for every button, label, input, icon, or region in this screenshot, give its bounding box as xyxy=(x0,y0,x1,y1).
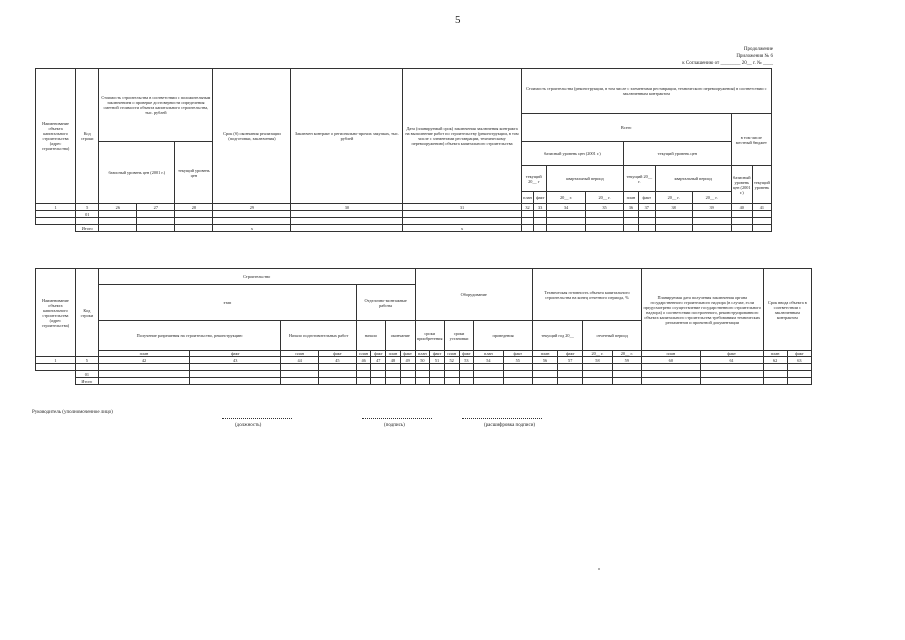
total-label: Итого xyxy=(75,378,98,385)
page-number: 5 xyxy=(455,14,461,26)
col-number: 28 xyxy=(175,204,213,211)
col-number: 38 xyxy=(655,204,692,211)
col-fact: факт xyxy=(190,351,281,357)
table-row xyxy=(36,218,772,225)
col-object-name: Наименование объекта капитального строительства (адрес строительства) xyxy=(36,269,76,357)
col-fact: факт xyxy=(319,351,357,357)
col-purchase: сроки приобретения xyxy=(415,321,444,351)
x-mark: x xyxy=(213,225,291,232)
col-fact: факт xyxy=(459,351,474,357)
col-number: 51 xyxy=(430,357,445,364)
scan-speck xyxy=(598,568,600,570)
col-install: сроки установки xyxy=(444,321,473,351)
col-base-sub: базисный уровень цен (2001 г.) xyxy=(731,166,752,204)
col-fact: факт xyxy=(400,351,415,357)
table-row xyxy=(36,364,812,371)
col-construction: Строительство xyxy=(98,269,415,285)
col-number: 30 xyxy=(291,204,403,211)
decode-line xyxy=(462,418,542,419)
total-row xyxy=(36,378,812,385)
col-number: 62 xyxy=(763,357,787,364)
row-code: 01 xyxy=(76,211,99,218)
signature-block xyxy=(32,410,552,440)
col-number: 5 xyxy=(75,357,98,364)
col-fact: факт xyxy=(534,192,547,204)
total-row xyxy=(36,225,772,232)
sign-caption: (подпись) xyxy=(384,423,405,428)
col-plan: план xyxy=(281,351,319,357)
col-number: 34 xyxy=(546,204,585,211)
col-total: Всего xyxy=(521,114,731,142)
col-fact: факт xyxy=(371,351,386,357)
col-fact: факт xyxy=(430,351,445,357)
sign-line xyxy=(362,418,432,419)
col-plan: план xyxy=(98,351,189,357)
col-current-20: текущий 20__ г xyxy=(521,166,546,192)
col-number: 47 xyxy=(371,357,386,364)
col-fact: факт xyxy=(787,351,811,357)
col-number: 39 xyxy=(692,204,731,211)
report-table-2 xyxy=(35,268,812,385)
col-current-2: текущий 20__ г. xyxy=(624,166,656,192)
col-start: Начало подготовительных работ xyxy=(281,321,356,351)
col-number: 59 xyxy=(612,357,641,364)
col-number: 1 xyxy=(36,204,76,211)
col-number: 57 xyxy=(558,357,583,364)
col-q3: 20__ г. xyxy=(655,192,692,204)
col-incl-local: в том числе местный бюджет xyxy=(731,114,771,166)
row-code: 01 xyxy=(75,371,98,378)
col-permit: Получение разрешения на строительство, реконструкцию xyxy=(98,321,280,351)
col-end: окончание xyxy=(386,321,415,351)
col-number: 26 xyxy=(99,204,137,211)
table-row xyxy=(36,371,812,378)
col-permit-commission: Планируемая дата получения заключения органа государственного строительного надзора (в случае, если предусмотрено осуществление государственного строительного надзора) о соответствии построенного, реконструированного объекта капитального строительства требованиям технических регламентов и проектной документации xyxy=(641,269,763,351)
col-number: 49 xyxy=(400,357,415,364)
col-number: 56 xyxy=(532,357,557,364)
col-row-code: Код строки xyxy=(76,69,99,204)
table-row xyxy=(36,211,772,218)
col-number: 42 xyxy=(98,357,189,364)
col-number: 1 xyxy=(36,357,76,364)
col-number: 50 xyxy=(415,357,430,364)
col-plan: план xyxy=(415,351,430,357)
col-quarterly: квартальный период xyxy=(546,166,623,192)
col-current-year: текущий год 20__ xyxy=(532,321,582,351)
col-number: 5 xyxy=(76,204,99,211)
col-number: 52 xyxy=(444,357,459,364)
col-delivery: проведения xyxy=(474,321,533,351)
col-number: 60 xyxy=(641,357,700,364)
col-number: 58 xyxy=(583,357,612,364)
col-plan: план xyxy=(521,192,534,204)
col-number: 29 xyxy=(213,204,291,211)
col-number: 32 xyxy=(521,204,534,211)
col-plan: план xyxy=(532,351,557,357)
col-number: 61 xyxy=(700,357,763,364)
col-row-code: Код строки xyxy=(75,269,98,357)
col-number: 37 xyxy=(638,204,655,211)
col-number: 40 xyxy=(731,204,752,211)
col-quarterly-2: квартальный период xyxy=(655,166,731,192)
col-object-name: Наименование объекта капитального строительства (адрес строительства) xyxy=(36,69,76,204)
col-plan: план xyxy=(763,351,787,357)
col-cost-group: Стоимость строительства в соответствии с положительным заключением о проверке достоверности определения сметной стоимости объекта капитального строительства, тыс. рублей xyxy=(99,69,213,142)
col-q2: 20__ г. xyxy=(586,192,624,204)
col-current: текущий уровень цен xyxy=(175,142,213,204)
col-number: 63 xyxy=(787,357,811,364)
col-number: 27 xyxy=(137,204,175,211)
col-number: 45 xyxy=(319,357,357,364)
col-number: 33 xyxy=(534,204,547,211)
appendix-number: Приложения № 6 xyxy=(736,54,773,59)
col-number: 55 xyxy=(503,357,532,364)
col-plan: план xyxy=(444,351,459,357)
col-q1: 20__ г. xyxy=(583,351,612,357)
col-contract-sum: Заключен контракт о регионально-прочих закупках, тыс. рублей xyxy=(291,69,403,204)
col-q4: 20__ г. xyxy=(692,192,731,204)
col-number: 41 xyxy=(752,204,771,211)
col-equipment: Оборудование xyxy=(415,269,532,321)
col-begin: начало xyxy=(356,321,385,351)
col-q1: 20__ г. xyxy=(546,192,585,204)
col-q2: 20__ г. xyxy=(612,351,641,357)
position-caption: (должность) xyxy=(235,423,262,428)
col-fact: факт xyxy=(503,351,532,357)
col-plan: план xyxy=(386,351,401,357)
appendix-header xyxy=(682,46,773,67)
report-table-1 xyxy=(35,68,772,232)
col-plan: план xyxy=(356,351,371,357)
col-tech-ready: Техническая готовность объекта капитального строительства на конец отчетного периода, % xyxy=(532,269,641,321)
col-stage: этап xyxy=(98,285,356,321)
col-base-2001: базисный уровень цен (2001 г.) xyxy=(99,142,175,204)
col-plan: план xyxy=(624,192,639,204)
position-line xyxy=(222,418,292,419)
col-commission-deadline: Срок ввода объекта в соответствии с заключенным контрактом xyxy=(763,269,811,351)
decode-caption: (расшифровка подписи) xyxy=(484,423,536,428)
col-deadline: Срок (б) окончания реализации (подготовки, заключения) xyxy=(213,69,291,204)
total-label: Итого xyxy=(76,225,99,232)
col-number: 31 xyxy=(403,204,521,211)
col-current-sub: текущий уровень xyxy=(752,166,771,204)
col-fact: факт xyxy=(558,351,583,357)
col-base-right: базисный уровень цен (2001 г.) xyxy=(521,142,623,166)
col-cost-right-group: Стоимость строительства (реконструкции, в том числе с элементами реставрации, технического перевооружения) в соответствии с заключенным контрактом xyxy=(521,69,771,114)
col-quarter: отчетный период xyxy=(583,321,642,351)
col-fact: факт xyxy=(700,351,763,357)
col-number: 43 xyxy=(190,357,281,364)
col-contract-date: Дата (планируемый срок) заключения заключения контракта на выполнение работ по строительству (реконструкции, в том числе с элементами реставрации, техническому перевооружению) объекта капитального строительства xyxy=(403,69,521,204)
col-number: 36 xyxy=(624,204,639,211)
appendix-continuation: Продолжение xyxy=(743,47,773,52)
col-number: 35 xyxy=(586,204,624,211)
col-number: 53 xyxy=(459,357,474,364)
col-number: 46 xyxy=(356,357,371,364)
col-number: 54 xyxy=(474,357,503,364)
col-plan: план xyxy=(641,351,700,357)
head-signature-label: Руководитель (уполномоченное лицо) xyxy=(32,410,113,415)
col-current-right: текущий уровень цен xyxy=(624,142,732,166)
appendix-agreement-ref: к Соглашению от ________ 20__ г. № ____ xyxy=(682,61,773,66)
col-number: 48 xyxy=(386,357,401,364)
col-prep-works: Отделочно-монтажные работы xyxy=(356,285,415,321)
col-number: 44 xyxy=(281,357,319,364)
col-plan: план xyxy=(474,351,503,357)
x-mark: x xyxy=(403,225,521,232)
col-fact: факт xyxy=(638,192,655,204)
